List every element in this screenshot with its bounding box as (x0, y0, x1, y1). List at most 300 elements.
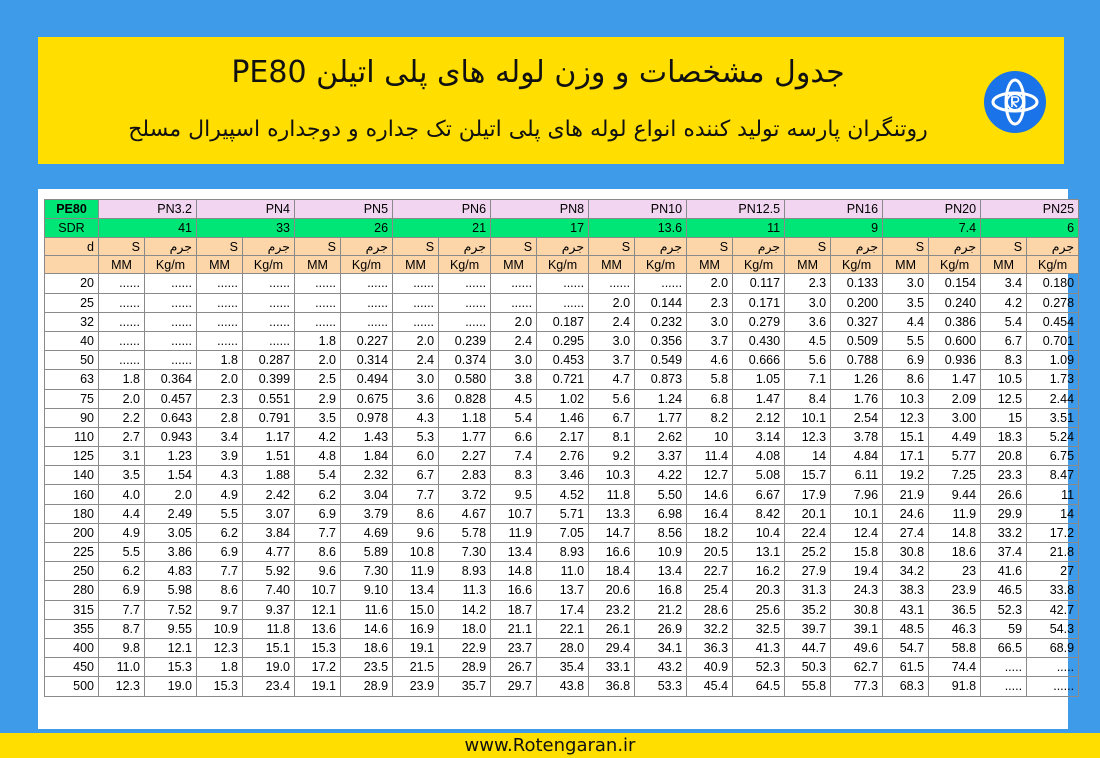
weight-cell: 13.4 (635, 562, 687, 581)
diameter-cell: 32 (45, 312, 99, 331)
weight-cell: 0.721 (537, 370, 589, 389)
thickness-cell: 3.0 (785, 293, 831, 312)
thickness-cell: 5.5 (197, 504, 243, 523)
thickness-cell: 22.7 (687, 562, 733, 581)
weight-cell: 11.9 (929, 504, 981, 523)
thickness-cell: 3.4 (197, 427, 243, 446)
thickness-cell: 2.3 (197, 389, 243, 408)
thickness-cell: 68.3 (883, 677, 929, 696)
weight-cell: 0.278 (1027, 293, 1079, 312)
thickness-cell: 19.2 (883, 466, 929, 485)
thickness-cell: 4.3 (393, 408, 439, 427)
thickness-cell: 13.3 (589, 504, 635, 523)
weight-cell: 1.02 (537, 389, 589, 408)
weight-cell: 10.9 (635, 543, 687, 562)
page-subtitle: روتنگران پارسه تولید کننده انواع لوله های پلی اتیلن تک جداره و دوجداره اسپیرال مسلح (128, 117, 928, 142)
pn-header-row (45, 200, 1079, 219)
weight-cell: 14.2 (439, 600, 491, 619)
mm-unit: MM (589, 256, 635, 274)
weight-cell: 62.7 (831, 658, 883, 677)
diameter-cell: 225 (45, 543, 99, 562)
thickness-cell: 17.1 (883, 447, 929, 466)
thickness-cell: 5.5 (99, 543, 145, 562)
thickness-cell: 3.9 (197, 447, 243, 466)
thickness-cell: 6.2 (197, 523, 243, 542)
thickness-cell: 14.8 (491, 562, 537, 581)
thickness-cell: 11.9 (491, 523, 537, 542)
unit-blank (45, 256, 99, 274)
diameter-cell: 250 (45, 562, 99, 581)
thickness-cell: 10.8 (393, 543, 439, 562)
thickness-cell: 32.2 (687, 619, 733, 638)
weight-header: جرم (243, 238, 295, 256)
diameter-cell: 180 (45, 504, 99, 523)
thickness-cell: 45.4 (687, 677, 733, 696)
thickness-cell: 5.4 (295, 466, 341, 485)
weight-cell: 22.1 (537, 619, 589, 638)
thickness-cell: 5.4 (981, 312, 1027, 331)
thickness-cell: 41.6 (981, 562, 1027, 581)
weight-cell: 23.9 (929, 581, 981, 600)
weight-header: جرم (1027, 238, 1079, 256)
thickness-cell: 6.7 (981, 331, 1027, 350)
thickness-cell: 3.1 (99, 447, 145, 466)
weight-cell: 5.92 (243, 562, 295, 581)
thickness-cell: 15.7 (785, 466, 831, 485)
weight-cell: 0.978 (341, 408, 393, 427)
kgm-unit: Kg/m (1027, 256, 1079, 274)
weight-cell: 0.133 (831, 274, 883, 293)
thickness-cell: 6.2 (295, 485, 341, 504)
thickness-cell: 46.5 (981, 581, 1027, 600)
weight-cell: 4.22 (635, 466, 687, 485)
thickness-cell: 5.6 (589, 389, 635, 408)
thickness-cell: 15.1 (883, 427, 929, 446)
thickness-cell: 9.6 (295, 562, 341, 581)
weight-cell: 1.88 (243, 466, 295, 485)
thickness-cell: ...... (393, 293, 439, 312)
thickness-cell: 2.4 (589, 312, 635, 331)
weight-header: جرم (145, 238, 197, 256)
weight-cell: 3.51 (1027, 408, 1079, 427)
thickness-cell: 2.9 (295, 389, 341, 408)
thickness-cell: 20.5 (687, 543, 733, 562)
weight-cell: 1.54 (145, 466, 197, 485)
thickness-cell: 17.2 (295, 658, 341, 677)
weight-cell: 9.55 (145, 619, 197, 638)
thickness-cell: 29.9 (981, 504, 1027, 523)
thickness-cell: 4.5 (785, 331, 831, 350)
weight-cell: ...... (145, 293, 197, 312)
kgm-unit: Kg/m (439, 256, 491, 274)
thickness-cell: 54.7 (883, 638, 929, 657)
weight-cell: 14.8 (929, 523, 981, 542)
pn-header: PN12.5 (687, 200, 785, 219)
weight-cell: 3.37 (635, 447, 687, 466)
thickness-cell: 9.2 (589, 447, 635, 466)
thickness-cell: 35.2 (785, 600, 831, 619)
thickness-cell: ...... (295, 274, 341, 293)
sdr-row (45, 219, 1079, 238)
weight-cell: 8.93 (537, 543, 589, 562)
thickness-cell: 3.0 (393, 370, 439, 389)
weight-cell: 0.873 (635, 370, 687, 389)
thickness-cell: 7.7 (197, 562, 243, 581)
thickness-cell: 8.6 (393, 504, 439, 523)
weight-cell: 46.3 (929, 619, 981, 638)
weight-cell: 4.77 (243, 543, 295, 562)
weight-cell: 6.98 (635, 504, 687, 523)
weight-cell: 5.50 (635, 485, 687, 504)
weight-cell: 35.4 (537, 658, 589, 677)
thickness-cell: 5.8 (687, 370, 733, 389)
thickness-cell: 8.3 (491, 466, 537, 485)
weight-cell: 0.666 (733, 351, 785, 370)
weight-cell: 2.12 (733, 408, 785, 427)
table-row (45, 619, 1079, 638)
weight-cell: 6.11 (831, 466, 883, 485)
thickness-cell: 37.4 (981, 543, 1027, 562)
thickness-cell: 2.4 (491, 331, 537, 350)
thickness-cell: 2.2 (99, 408, 145, 427)
thickness-cell: 61.5 (883, 658, 929, 677)
thickness-cell: 15 (981, 408, 1027, 427)
thickness-cell: 20.6 (589, 581, 635, 600)
thickness-cell: 25.2 (785, 543, 831, 562)
diameter-cell: 140 (45, 466, 99, 485)
weight-cell: 36.5 (929, 600, 981, 619)
weight-cell: 1.77 (439, 427, 491, 446)
weight-cell: 27 (1027, 562, 1079, 581)
weight-header: جرم (733, 238, 785, 256)
thickness-cell: 1.8 (99, 370, 145, 389)
thickness-cell: 22.4 (785, 523, 831, 542)
weight-cell: ...... (145, 351, 197, 370)
thickness-cell: 1.8 (197, 658, 243, 677)
mm-unit: MM (785, 256, 831, 274)
pe80-spec-table (44, 199, 1079, 697)
thickness-cell: 3.5 (883, 293, 929, 312)
weight-cell: 21.8 (1027, 543, 1079, 562)
weight-cell: 7.40 (243, 581, 295, 600)
weight-cell: 3.84 (243, 523, 295, 542)
sdr-value: 17 (491, 219, 589, 238)
thickness-cell: 4.9 (99, 523, 145, 542)
weight-cell: 52.3 (733, 658, 785, 677)
thickness-cell: 52.3 (981, 600, 1027, 619)
thickness-cell: 6.9 (197, 543, 243, 562)
thickness-cell: ...... (99, 351, 145, 370)
thickness-cell: 16.4 (687, 504, 733, 523)
thickness-cell: 7.7 (393, 485, 439, 504)
thickness-cell: ...... (197, 312, 243, 331)
weight-cell: 3.86 (145, 543, 197, 562)
thickness-cell: 36.8 (589, 677, 635, 696)
weight-cell: 3.72 (439, 485, 491, 504)
table-row (45, 581, 1079, 600)
footer-url: www.Rotengaran.ir (0, 733, 1100, 758)
sdr-value: 7.4 (883, 219, 981, 238)
weight-cell: 23.5 (341, 658, 393, 677)
weight-cell: ...... (537, 293, 589, 312)
diameter-cell: 25 (45, 293, 99, 312)
weight-cell: 2.32 (341, 466, 393, 485)
table-row (45, 447, 1079, 466)
weight-cell: 68.9 (1027, 638, 1079, 657)
weight-cell: 7.25 (929, 466, 981, 485)
table-row (45, 600, 1079, 619)
thickness-cell: 23.7 (491, 638, 537, 657)
thickness-cell: 4.0 (99, 485, 145, 504)
weight-cell: ...... (145, 274, 197, 293)
mm-unit: MM (981, 256, 1027, 274)
weight-cell: 1.47 (733, 389, 785, 408)
diameter-cell: 90 (45, 408, 99, 427)
thickness-cell: 59 (981, 619, 1027, 638)
weight-cell: 3.46 (537, 466, 589, 485)
thickness-cell: 2.0 (295, 351, 341, 370)
weight-cell: 3.00 (929, 408, 981, 427)
weight-cell: 1.05 (733, 370, 785, 389)
diameter-cell: 315 (45, 600, 99, 619)
pn-header: PN25 (981, 200, 1079, 219)
weight-cell: 8.42 (733, 504, 785, 523)
thickness-cell: 3.0 (491, 351, 537, 370)
weight-cell: 28.0 (537, 638, 589, 657)
weight-cell: 12.1 (145, 638, 197, 657)
thickness-cell: 11.9 (393, 562, 439, 581)
thickness-cell: 1.8 (295, 331, 341, 350)
weight-cell: 4.52 (537, 485, 589, 504)
thickness-cell: 4.7 (589, 370, 635, 389)
weight-cell: 0.364 (145, 370, 197, 389)
sdr-value: 33 (197, 219, 295, 238)
weight-cell: 0.327 (831, 312, 883, 331)
thickness-cell: 8.3 (981, 351, 1027, 370)
thickness-cell: 2.7 (99, 427, 145, 446)
weight-cell: 14 (1027, 504, 1079, 523)
weight-cell: 41.3 (733, 638, 785, 657)
diameter-cell: 450 (45, 658, 99, 677)
thickness-cell: 7.4 (491, 447, 537, 466)
rotengaran-logo-icon (983, 70, 1047, 134)
weight-cell: 33.8 (1027, 581, 1079, 600)
weight-cell: 18.0 (439, 619, 491, 638)
weight-cell: 14.6 (341, 619, 393, 638)
thickness-cell: 20.8 (981, 447, 1027, 466)
weight-cell: ...... (439, 312, 491, 331)
thickness-cell: 26.6 (981, 485, 1027, 504)
mm-unit: MM (687, 256, 733, 274)
weight-cell: 12.4 (831, 523, 883, 542)
thickness-cell: 23.9 (393, 677, 439, 696)
weight-cell: 15.3 (145, 658, 197, 677)
thickness-cell: 4.4 (99, 504, 145, 523)
thickness-cell: 18.4 (589, 562, 635, 581)
table-row (45, 504, 1079, 523)
thickness-cell: 23.2 (589, 600, 635, 619)
weight-cell: 6.67 (733, 485, 785, 504)
thickness-cell: 2.0 (687, 274, 733, 293)
thickness-cell: ...... (295, 312, 341, 331)
weight-cell: ..... (1027, 658, 1079, 677)
sdr-value: 11 (687, 219, 785, 238)
weight-cell: ...... (439, 293, 491, 312)
thickness-cell: 6.8 (687, 389, 733, 408)
weight-cell: 34.1 (635, 638, 687, 657)
thickness-cell: 33.1 (589, 658, 635, 677)
weight-cell: 0.187 (537, 312, 589, 331)
thickness-cell: 21.1 (491, 619, 537, 638)
weight-cell: 24.3 (831, 581, 883, 600)
weight-cell: ...... (341, 274, 393, 293)
page-title: جدول مشخصات و وزن لوله های پلی اتیلن PE80 (231, 55, 845, 90)
weight-cell: 0.154 (929, 274, 981, 293)
weight-cell: 11.3 (439, 581, 491, 600)
table-row (45, 466, 1079, 485)
weight-cell: ...... (341, 293, 393, 312)
corner-label: PE80 (45, 200, 99, 219)
table-row (45, 562, 1079, 581)
thickness-cell: 50.3 (785, 658, 831, 677)
thickness-cell: 8.2 (687, 408, 733, 427)
spec-table-sheet (38, 189, 1075, 729)
thickness-cell: 10.5 (981, 370, 1027, 389)
weight-cell: 0.675 (341, 389, 393, 408)
thickness-cell: 6.7 (589, 408, 635, 427)
table-row (45, 351, 1079, 370)
weight-cell: 25.6 (733, 600, 785, 619)
weight-cell: 0.200 (831, 293, 883, 312)
s-header: S (295, 238, 341, 256)
s-header: S (981, 238, 1027, 256)
thickness-cell: 8.6 (295, 543, 341, 562)
thickness-cell: 6.2 (99, 562, 145, 581)
thickness-cell: 2.0 (589, 293, 635, 312)
weight-cell: 4.67 (439, 504, 491, 523)
table-row (45, 370, 1079, 389)
diameter-cell: 280 (45, 581, 99, 600)
weight-cell: 0.399 (243, 370, 295, 389)
weight-cell: 28.9 (439, 658, 491, 677)
pn-header: PN8 (491, 200, 589, 219)
weight-cell: 3.04 (341, 485, 393, 504)
weight-cell: 2.0 (145, 485, 197, 504)
kgm-unit: Kg/m (145, 256, 197, 274)
thickness-cell: 8.7 (99, 619, 145, 638)
diameter-cell: 50 (45, 351, 99, 370)
thickness-cell: 12.3 (99, 677, 145, 696)
thickness-cell: 6.0 (393, 447, 439, 466)
weight-cell: 3.14 (733, 427, 785, 446)
diameter-cell: 400 (45, 638, 99, 657)
thickness-cell: 26.7 (491, 658, 537, 677)
thickness-cell: ...... (99, 331, 145, 350)
thickness-cell: 19.1 (393, 638, 439, 657)
weight-cell: 30.8 (831, 600, 883, 619)
weight-cell: 58.8 (929, 638, 981, 657)
unit-row (45, 256, 1079, 274)
thickness-cell: 4.9 (197, 485, 243, 504)
thickness-cell: 3.8 (491, 370, 537, 389)
thickness-cell: 2.8 (197, 408, 243, 427)
thickness-cell: 40.9 (687, 658, 733, 677)
diameter-cell: 355 (45, 619, 99, 638)
thickness-cell: 6.7 (393, 466, 439, 485)
weight-cell: 4.84 (831, 447, 883, 466)
thickness-cell: 21.5 (393, 658, 439, 677)
weight-cell: 0.701 (1027, 331, 1079, 350)
weight-cell: 2.17 (537, 427, 589, 446)
weight-cell: 0.643 (145, 408, 197, 427)
weight-cell: 20.3 (733, 581, 785, 600)
table-row (45, 408, 1079, 427)
thickness-cell: 14.6 (687, 485, 733, 504)
thickness-cell: ...... (99, 293, 145, 312)
thickness-cell: 10.1 (785, 408, 831, 427)
sdr-value: 13.6 (589, 219, 687, 238)
weight-cell: 1.18 (439, 408, 491, 427)
weight-cell: 0.295 (537, 331, 589, 350)
weight-cell: 43.2 (635, 658, 687, 677)
diameter-cell: 63 (45, 370, 99, 389)
weight-cell: 0.374 (439, 351, 491, 370)
thickness-cell: 9.8 (99, 638, 145, 657)
thickness-cell: ...... (295, 293, 341, 312)
weight-cell: 1.73 (1027, 370, 1079, 389)
weight-cell: 49.6 (831, 638, 883, 657)
weight-cell: 17.4 (537, 600, 589, 619)
thickness-cell: 55.8 (785, 677, 831, 696)
weight-cell: 22.9 (439, 638, 491, 657)
s-header: S (393, 238, 439, 256)
weight-cell: 3.79 (341, 504, 393, 523)
weight-cell: 1.43 (341, 427, 393, 446)
thickness-cell: 4.2 (295, 427, 341, 446)
thickness-cell: 9.7 (197, 600, 243, 619)
weight-cell: 1.84 (341, 447, 393, 466)
weight-cell: 0.239 (439, 331, 491, 350)
s-header: S (687, 238, 733, 256)
weight-cell: 64.5 (733, 677, 785, 696)
thickness-cell: 29.7 (491, 677, 537, 696)
thickness-cell: ...... (197, 274, 243, 293)
thickness-cell: 29.4 (589, 638, 635, 657)
s-header: S (197, 238, 243, 256)
weight-cell: 13.1 (733, 543, 785, 562)
thickness-cell: 2.0 (393, 331, 439, 350)
table-row (45, 427, 1079, 446)
weight-cell: 0.788 (831, 351, 883, 370)
thickness-cell: 2.4 (393, 351, 439, 370)
weight-cell: 2.49 (145, 504, 197, 523)
weight-cell: 9.44 (929, 485, 981, 504)
sdr-label: SDR (45, 219, 99, 238)
weight-cell: 0.828 (439, 389, 491, 408)
thickness-cell: 38.3 (883, 581, 929, 600)
thickness-cell: 43.1 (883, 600, 929, 619)
table-row (45, 658, 1079, 677)
thickness-cell: 2.3 (687, 293, 733, 312)
thickness-cell: 15.0 (393, 600, 439, 619)
thickness-cell: 16.6 (491, 581, 537, 600)
weight-cell: 8.47 (1027, 466, 1079, 485)
weight-cell: ...... (243, 293, 295, 312)
thickness-cell: 18.7 (491, 600, 537, 619)
thickness-cell: 8.6 (883, 370, 929, 389)
thickness-cell: 3.5 (295, 408, 341, 427)
weight-cell: 54.3 (1027, 619, 1079, 638)
